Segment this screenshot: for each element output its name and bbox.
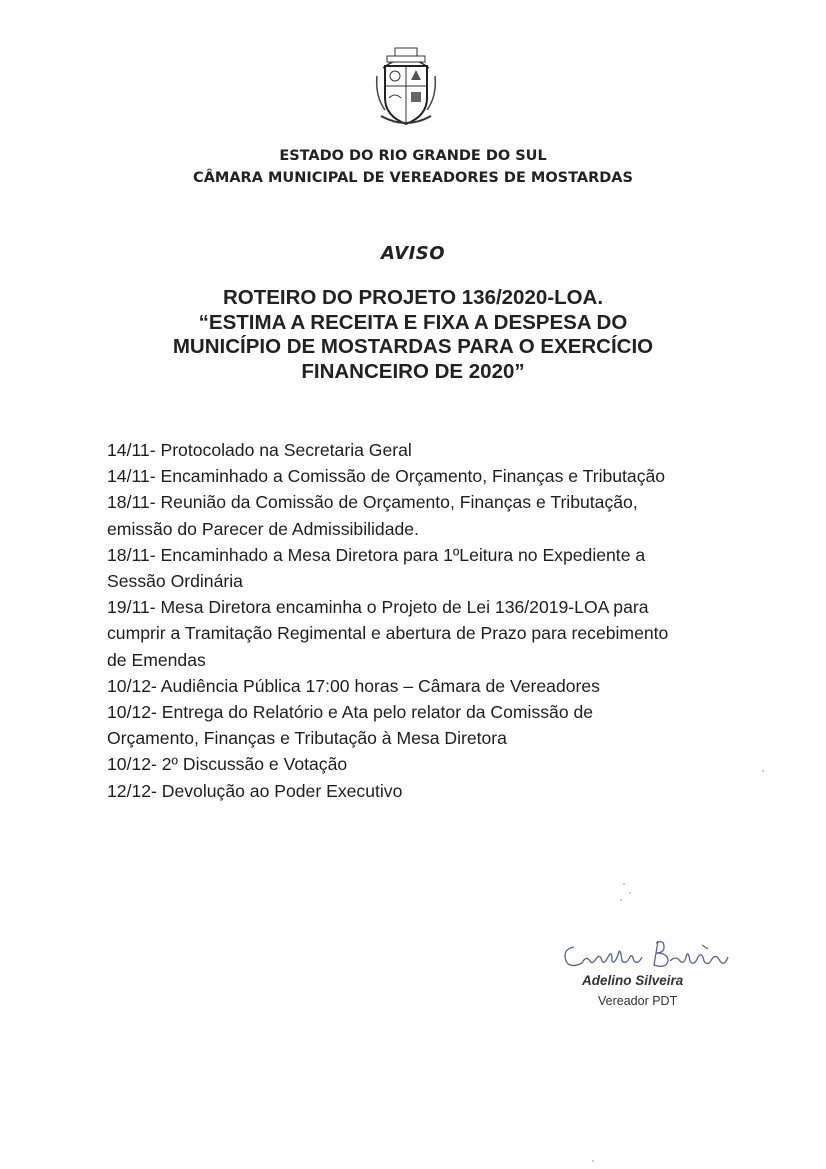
- title-line: “ESTIMA A RECEITA E FIXA A DESPESA DO: [198, 310, 628, 334]
- list-item-line: cumprir a Tramitação Regimental e abertura de Prazo para recebimento: [107, 623, 669, 644]
- list-item-line: 18/11- Reunião da Comissão de Orçamento, Finanças e Tributação,: [107, 492, 638, 513]
- signatory-role: Vereador PDT: [598, 994, 678, 1008]
- list-item-line: Orçamento, Finanças e Tributação à Mesa Diretora: [107, 728, 507, 749]
- list-item: [107, 699, 747, 751]
- header-chamber: CÂMARA MUNICIPAL DE VEREADORES DE MOSTARDAS: [193, 170, 633, 186]
- header-state: ESTADO DO RIO GRANDE DO SUL: [279, 148, 547, 164]
- list-item-line: 19/11- Mesa Diretora encaminha o Projeto de Lei 136/2019-LOA para: [107, 597, 649, 618]
- list-item: [107, 673, 747, 699]
- signature-block: [560, 935, 760, 1015]
- list-item-line: 14/11- Protocolado na Secretaria Geral: [107, 440, 412, 460]
- aviso-heading: AVISO: [380, 243, 446, 264]
- list-item: [107, 778, 747, 804]
- list-item: [107, 489, 747, 541]
- scan-speck: [620, 899, 622, 901]
- list-item-line: emissão do Parecer de Admissibilidade.: [107, 518, 419, 539]
- scan-speck: [592, 1160, 594, 1162]
- list-item-line: Sessão Ordinária: [107, 571, 243, 592]
- signatory-name: Adelino Silveira: [582, 973, 684, 988]
- list-item: [107, 437, 747, 463]
- document-title: [90, 286, 736, 384]
- list-item: [107, 463, 747, 489]
- list-item: [107, 542, 747, 594]
- title-line: FINANCEIRO DE 2020”: [301, 359, 525, 383]
- title-line: ROTEIRO DO PROJETO 136/2020-LOA.: [222, 286, 604, 309]
- list-item: [107, 751, 747, 777]
- scan-speck: [629, 892, 631, 894]
- list-item-line: de Emendas: [107, 649, 206, 670]
- scan-speck: [762, 770, 764, 772]
- list-item-line: 10/12- Audiência Pública 17:00 horas – Câmara de Vereadores: [107, 675, 600, 696]
- list-item-line: 14/11- Encaminhado a Comissão de Orçamento, Finanças e Tributação: [107, 466, 666, 487]
- schedule-list: [107, 437, 747, 804]
- list-item-line: 12/12- Devolução ao Poder Executivo: [107, 780, 403, 801]
- document-header: [0, 145, 826, 189]
- list-item-line: 10/12- Entrega do Relatório e Ata pelo relator da Comissão de: [107, 702, 594, 723]
- scan-speck: [623, 883, 625, 885]
- title-line: MUNICÍPIO DE MOSTARDAS PARA O EXERCÍCIO: [172, 335, 654, 358]
- list-item-line: 18/11- Encaminhado a Mesa Diretora para 1ºLeitura no Expediente a: [107, 544, 646, 565]
- municipal-crest-icon: [373, 46, 439, 130]
- list-item-line: 10/12- 2º Discussão e Votação: [107, 754, 348, 775]
- list-item: [107, 594, 747, 673]
